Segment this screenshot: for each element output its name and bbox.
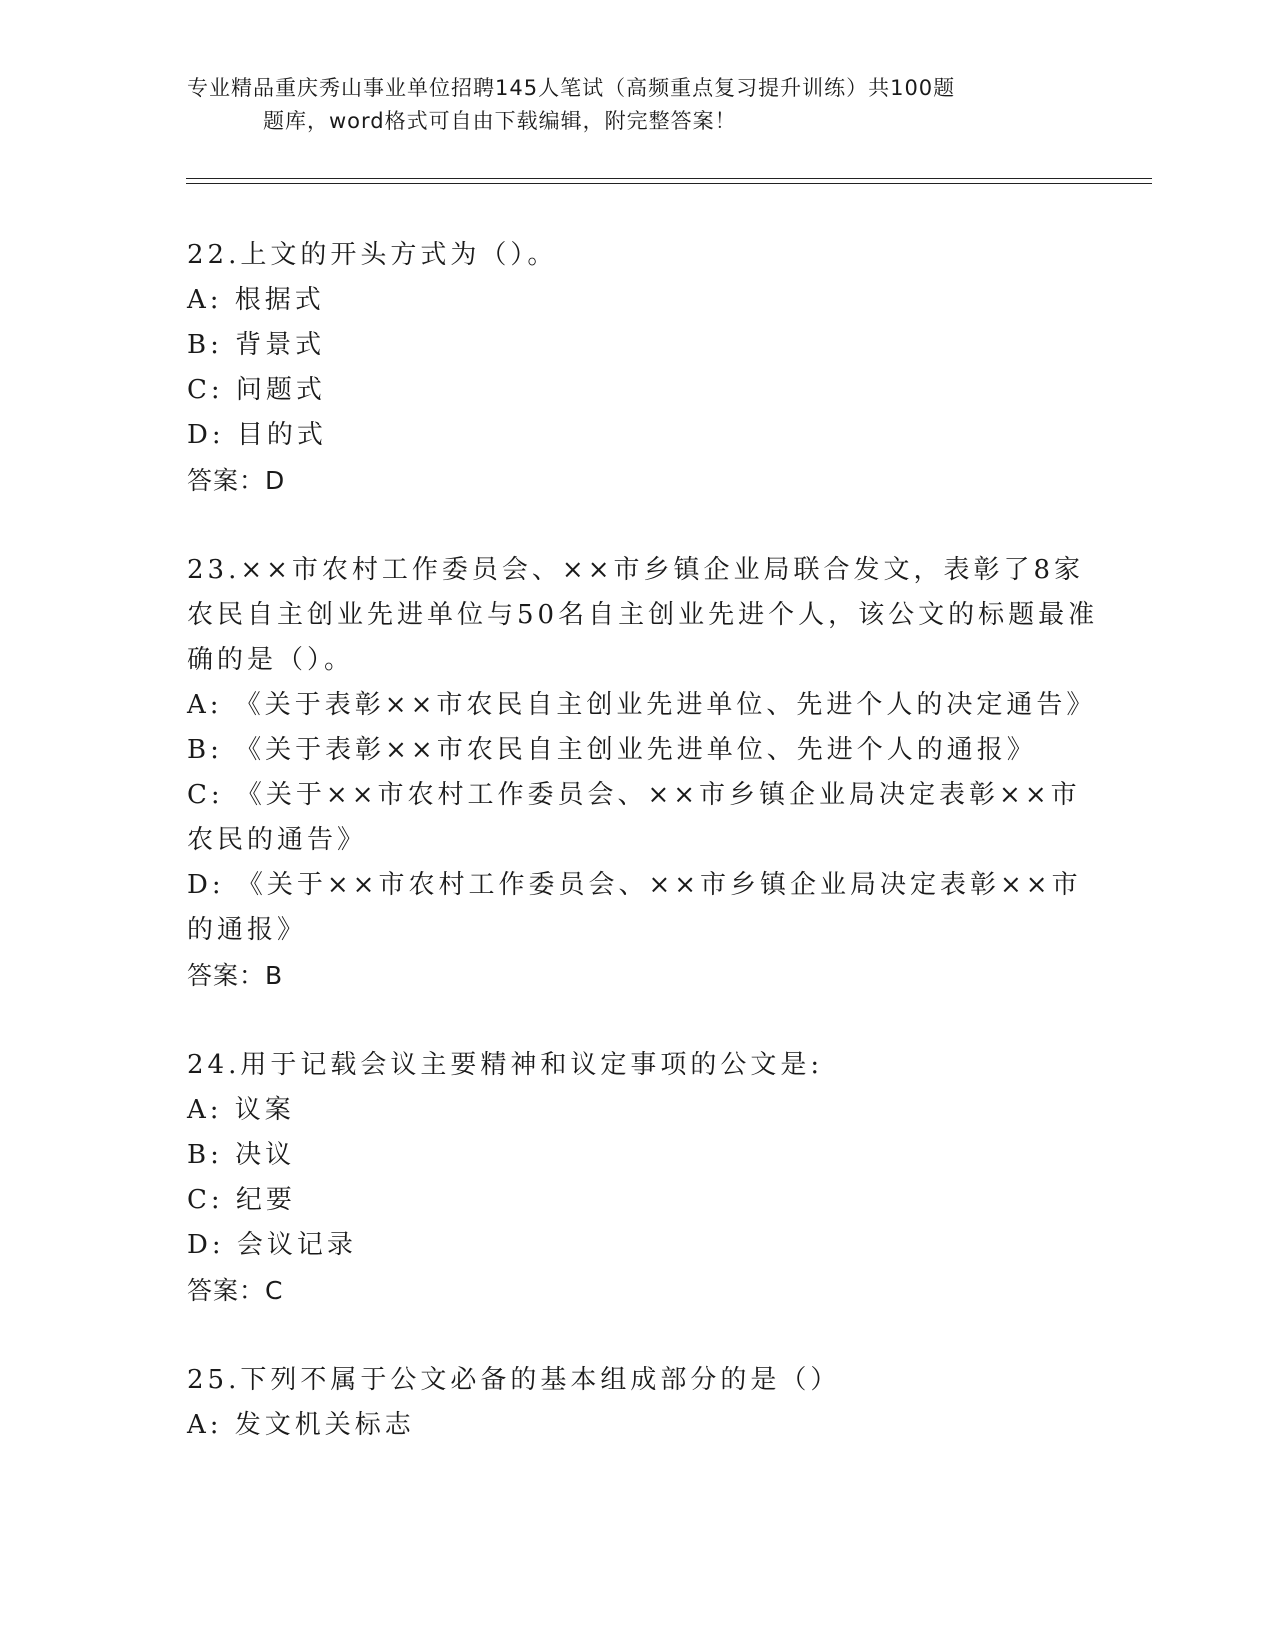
question-stem (187, 1358, 1087, 1403)
header-divider-top (186, 178, 1152, 179)
answer-key: 答案：C (187, 1276, 284, 1305)
answer-option-line: A: 议案 (187, 1095, 295, 1125)
answer-option-line: 的通报》 (187, 915, 308, 945)
answer-option (187, 368, 1087, 413)
question-stem (187, 1043, 1087, 1088)
answer-option (187, 1403, 1087, 1448)
question-list (187, 233, 1099, 1493)
answer-option-line: D: 会议记录 (187, 1230, 357, 1260)
answer-option (187, 728, 1087, 773)
answer-option-line: C: 《关于××市农村工作委员会、××市乡镇企业局决定表彰××市 (187, 780, 1081, 810)
answer-option-line: C: 问题式 (187, 375, 326, 405)
question-block (187, 548, 1099, 998)
answer-option (187, 278, 1087, 323)
question-stem-line: 23.××市农村工作委员会、××市乡镇企业局联合发文，表彰了8家 (187, 555, 1085, 585)
question-block (187, 1358, 1087, 1448)
answer-option-line: 农民的通告》 (187, 825, 368, 855)
question-stem (187, 233, 1087, 278)
header-title-line-2: 题库，word格式可自由下载编辑，附完整答案！ (263, 109, 737, 133)
answer-option-line: A: 发文机关标志 (187, 1410, 415, 1440)
answer-option (187, 863, 1087, 953)
document-header (187, 72, 1067, 138)
answer-option (187, 1133, 1087, 1178)
answer-option (187, 1178, 1087, 1223)
answer-key: 答案：D (187, 466, 286, 495)
question-stem-line: 22.上文的开头方式为（）。 (187, 240, 558, 270)
question-stem-line: 确的是（）。 (187, 645, 355, 675)
answer-option-line: A: 根据式 (187, 285, 325, 315)
answer-key: 答案：B (187, 961, 284, 990)
answer-option (187, 773, 1087, 863)
answer-option-line: C: 纪要 (187, 1185, 296, 1215)
question-stem-line: 25.下列不属于公文必备的基本组成部分的是（） (187, 1365, 841, 1395)
answer-option-line: D: 《关于××市农村工作委员会、××市乡镇企业局决定表彰××市 (187, 870, 1082, 900)
question-block (187, 233, 1087, 503)
header-title-line-1: 专业精品重庆秀山事业单位招聘145人笔试（高频重点复习提升训练）共100题 (187, 76, 956, 100)
question-stem-line: 农民自主创业先进单位与50名自主创业先进个人，该公文的标题最准 (187, 600, 1099, 630)
question-block (187, 1043, 1087, 1313)
answer-option-line: D: 目的式 (187, 420, 327, 450)
answer-option (187, 1088, 1087, 1133)
answer-option-line: B: 《关于表彰××市农民自主创业先进单位、先进个人的通报》 (187, 735, 1037, 765)
answer-option (187, 1223, 1087, 1268)
answer-option-line: A: 《关于表彰××市农民自主创业先进单位、先进个人的决定通告》 (187, 690, 1097, 720)
answer-option-line: B: 背景式 (187, 330, 326, 360)
question-stem (187, 548, 1099, 683)
answer-option (187, 683, 1097, 728)
question-stem-line: 24.用于记载会议主要精神和议定事项的公文是: (187, 1050, 824, 1080)
answer-option-line: B: 决议 (187, 1140, 296, 1170)
header-divider-bottom (186, 183, 1152, 184)
answer-option (187, 413, 1087, 458)
answer-option (187, 323, 1087, 368)
